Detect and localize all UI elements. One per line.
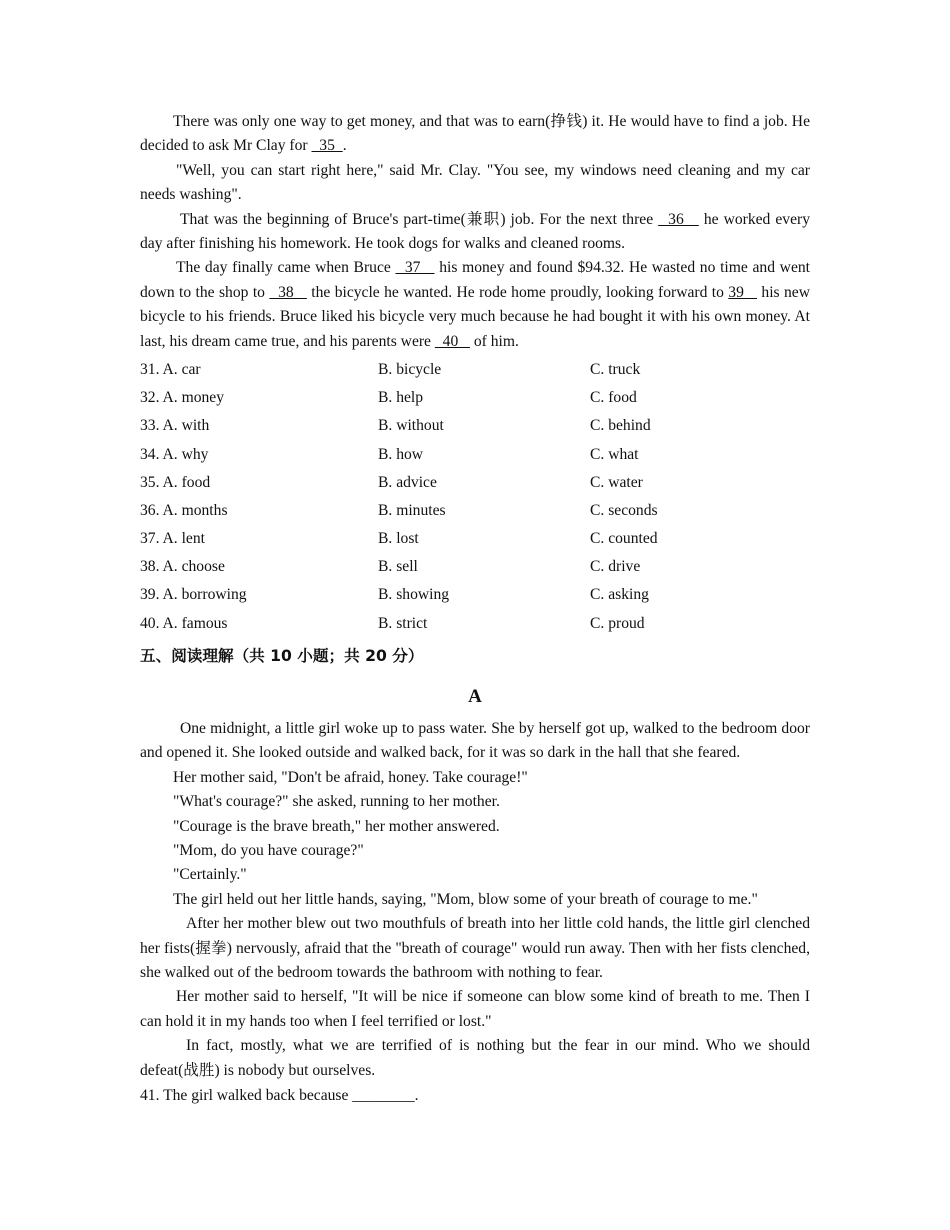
option-b: B. sell [378,558,418,576]
option-b: B. bicycle [378,360,442,378]
option-c: C. water [590,473,643,491]
option-c: C. food [590,389,637,407]
blank-39: 39 [728,283,758,301]
section-heading: 五、阅读理解（共 10 小题；共 20 分） [140,646,424,665]
option-b: B. advice [378,473,437,491]
option-a: 40. A. famous [140,614,228,632]
option-c: C. truck [590,360,641,378]
option-row [140,356,810,384]
passage-paragraph: Her mother said to herself, "It will be nice if someone can blow some kind of breath to me. Then I can hold it in my hands too when I feel terrified or lost." [140,988,810,1030]
option-b: B. showing [378,586,450,604]
option-b: B. minutes [378,501,446,519]
option-row [140,553,810,581]
option-b: B. help [378,389,424,407]
option-b: B. strict [378,614,428,632]
passage-paragraph: After her mother blew out two mouthfuls of breath into her little cold hands, the little girl clenched her fists(握拳) nervously, afraid that the "breath of courage" would run away. Then with her fists clenched, she walked out of the bedroom towards the bathroom with nothing to fear. [140,915,810,981]
option-row [140,441,810,469]
option-b: B. lost [378,530,419,548]
blank-37: 37 [395,259,435,277]
option-b: B. how [378,445,424,463]
option-row [140,384,810,412]
option-row [140,525,810,553]
passage-paragraph: Her mother said, "Don't be afraid, honey. Take courage!" [173,768,528,786]
option-c: C. behind [590,417,651,435]
passage-paragraph: "What's courage?" she asked, running to her mother. [173,793,500,811]
option-row [140,469,810,497]
option-c: C. seconds [590,501,658,519]
option-a: 32. A. money [140,389,225,407]
option-c: C. proud [590,614,645,632]
passage-paragraph: In fact, mostly, what we are terrified of is nothing but the fear in our mind. Who we should defeat(战胜) is nobody but ourselves. [140,1037,810,1079]
passage-paragraph: One midnight, a little girl woke up to pass water. She by herself got up, walked to the bedroom door and opened it. She looked outside and walked back, for it was so dark in the hall that she feared. [140,719,810,762]
blank-40: 40 [434,332,470,350]
option-a: 39. A. borrowing [140,586,247,604]
option-c: C. counted [590,530,658,548]
question-41: 41. The girl walked back because ________. [140,1087,419,1105]
passage-paragraph: "Courage is the brave breath," her mother answered. [173,817,500,835]
option-c: C. what [590,445,639,463]
cloze-paragraph: "Well, you can start right here," said Mr. Clay. "You see, my windows need cleaning and my car needs washing". [140,161,810,204]
option-row [140,582,810,610]
option-a: 34. A. why [140,445,209,463]
option-c: C. asking [590,586,649,604]
passage-paragraph: "Certainly." [173,866,247,884]
option-a: 38. A. choose [140,558,225,576]
passage-paragraph: The girl held out her little hands, saying, "Mom, blow some of your breath of courage to me." [173,890,758,908]
cloze-paragraph: There was only one way to get money, and that was to earn(挣钱) it. He would have to find a job. He decided to ask Mr Clay for 35 . [140,113,810,155]
option-a: 35. A. food [140,473,211,491]
passage-title: A [468,685,482,707]
option-c: C. drive [590,558,641,576]
option-a: 36. A. months [140,501,228,519]
option-row [140,497,810,525]
option-row [140,412,810,440]
blank-38: 38 [269,283,307,301]
passage-paragraph: "Mom, do you have courage?" [173,841,364,859]
options-table [140,356,810,638]
option-row [140,610,810,638]
option-a: 37. A. lent [140,530,205,548]
option-b: B. without [378,417,444,435]
option-a: 33. A. with [140,417,210,435]
option-a: 31. A. car [140,360,201,378]
blank-35: 35 [311,137,343,155]
cloze-paragraph: The day finally came when Bruce 37 his money and found $94.32. He wasted no time and went down to the shop to 38 the bicycle he wanted. He rode home proudly, looking forward to 39 his new bicycle to his friends. Bruce liked his bicycle very much because he had bought it with his own money. At last, his dream came true, and his parents were 40 of him. [140,259,810,350]
blank-36: 36 [658,210,699,228]
page-content [140,110,810,1108]
cloze-paragraph: That was the beginning of Bruce's part-time(兼职) job. For the next three 36 he worked every day after finishing his homework. He took dogs for walks and cleaned rooms. [140,210,810,253]
